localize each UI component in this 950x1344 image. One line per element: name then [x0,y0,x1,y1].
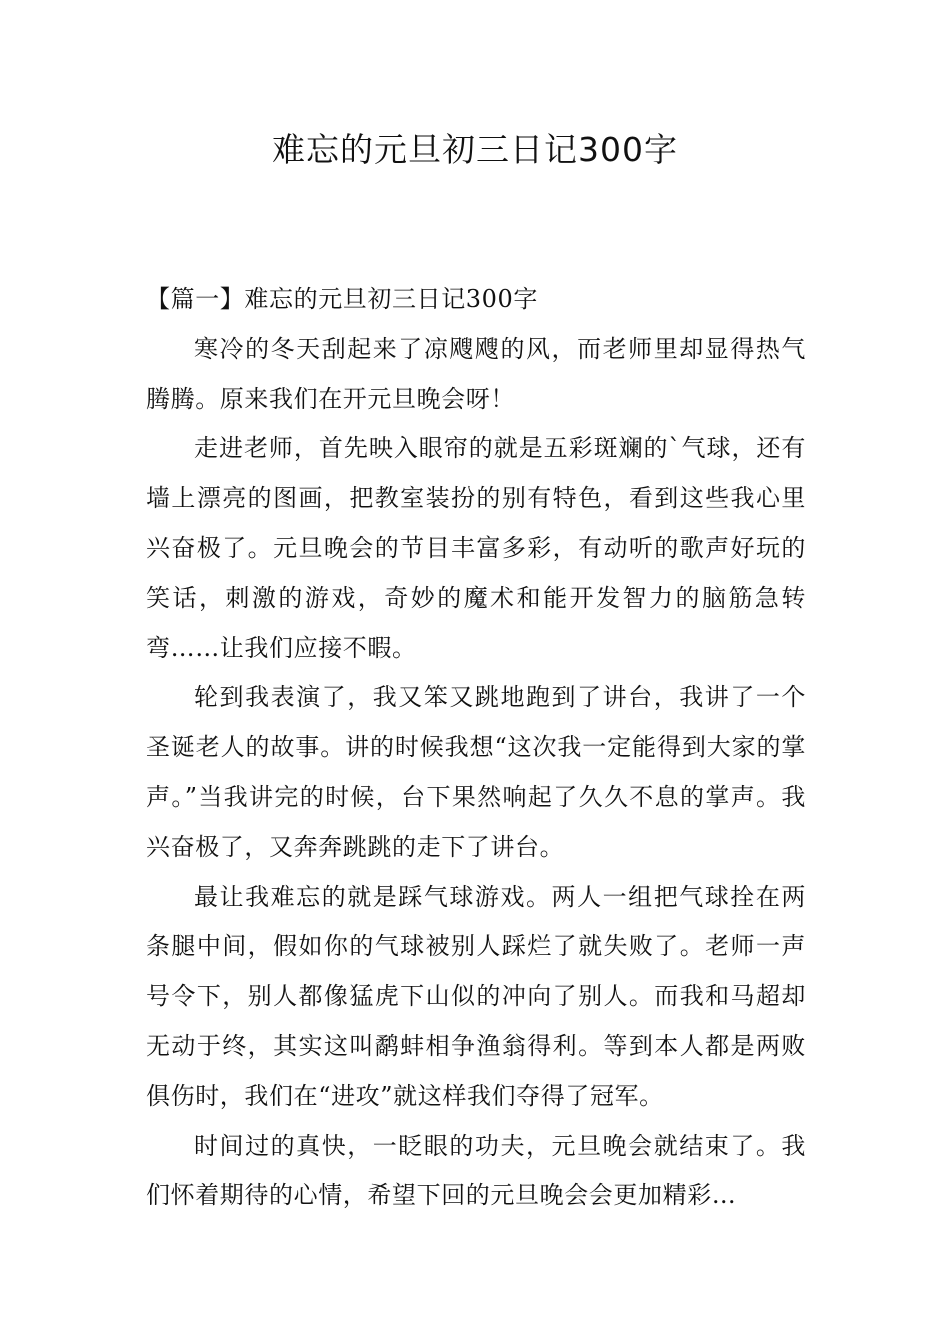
paragraph-5: 时间过的真快，一眨眼的功夫，元旦晚会就结束了。我们怀着期待的心情，希望下回的元旦晚会会更加精彩… [146,1131,806,1210]
page-title: 难忘的元旦初三日记300字 [272,130,678,169]
paragraph-2: 走进老师，首先映入眼帘的就是五彩斑斓的`气球，还有墙上漂亮的图画，把教室装扮的别有特色，看到这些我心里兴奋极了。元旦晚会的节目丰富多彩，有动听的歌声好玩的笑话，刺激的游戏，奇妙的魔术和能开发智力的脑筋急转弯……让我们应接不暇。 [146,434,806,662]
paragraph-4: 最让我难忘的就是踩气球游戏。两人一组把气球拴在两条腿中间，假如你的气球被别人踩烂了就失败了。老师一声号令下，别人都像猛虎下山似的冲向了别人。而我和马超却无动于终，其实这叫鹬蚌相争渔翁得利。等到本人都是两败俱伤时，我们在“进攻”就这样我们夺得了冠军。 [146,882,806,1110]
paragraph-1: 寒冷的冬天刮起来了凉飕飕的风，而老师里却显得热气腾腾。原来我们在开元旦晚会呀！ [146,334,806,413]
section-heading: 【篇一】难忘的元旦初三日记300字 [146,285,539,313]
paragraph-3: 轮到我表演了，我又笨又跳地跑到了讲台，我讲了一个圣诞老人的故事。讲的时候我想“这次我一定能得到大家的掌声。”当我讲完的时候，台下果然响起了久久不息的掌声。我兴奋极了，又奔奔跳跳的走下了讲台。 [146,683,806,861]
article-body [146,275,806,1221]
